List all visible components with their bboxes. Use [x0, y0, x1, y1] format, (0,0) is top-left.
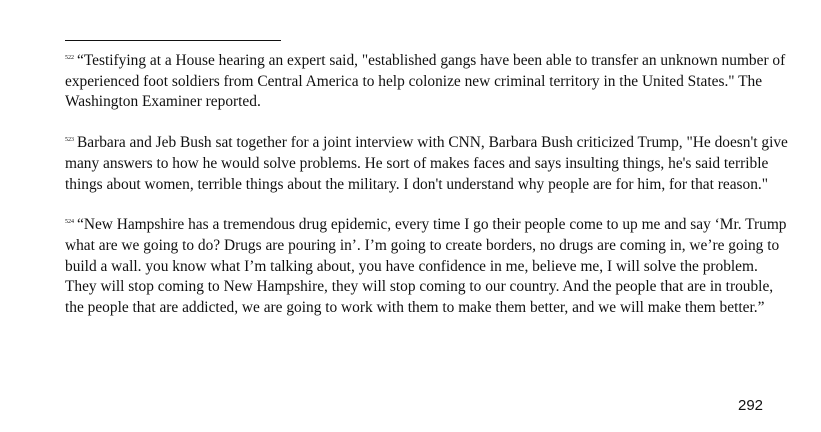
footnote-number: 522: [65, 55, 74, 61]
footnote-524: [65, 215, 789, 319]
footnote-separator-rule: [65, 40, 281, 41]
footnote-number: 523: [65, 137, 74, 144]
footnote-number: 524: [65, 219, 74, 226]
footnote-522: [65, 51, 789, 113]
footnote-text: Barbara and Jeb Bush sat together for a joint interview with CNN, Barbara Bush criticized Trump, "He doesn't give many answers to how he would solve problems. He sort of makes faces and says insulting things, he's said terrible things about women, terrible things about the military. I don't understand why people are for him, for that reason.": [65, 134, 788, 193]
footnote-text: “New Hampshire has a tremendous drug epidemic, every time I go their people come to up me and say ‘Mr. Trump what are we going to do? Drugs are pouring in’. I’m going to create borders, no drugs are coming in, we’re going to build a wall. you know what I’m talking about, you have confidence in me, believe me, I will solve the problem. They will stop coming to New Hampshire, they will stop coming to our country. And the people that are in trouble, the people that are addicted, we are going to work with them to make them better, and we will make them better.”: [65, 216, 787, 317]
footnotes-section: [65, 51, 789, 339]
page-number: 292: [738, 397, 764, 414]
footnote-text: “Testifying at a House hearing an expert said, "established gangs have been able to transfer an unknown number of experienced foot soldiers from Central America to help colonize new criminal territory in the United States." The Washington Examiner reported.: [65, 52, 786, 111]
footnote-523: [65, 133, 789, 195]
